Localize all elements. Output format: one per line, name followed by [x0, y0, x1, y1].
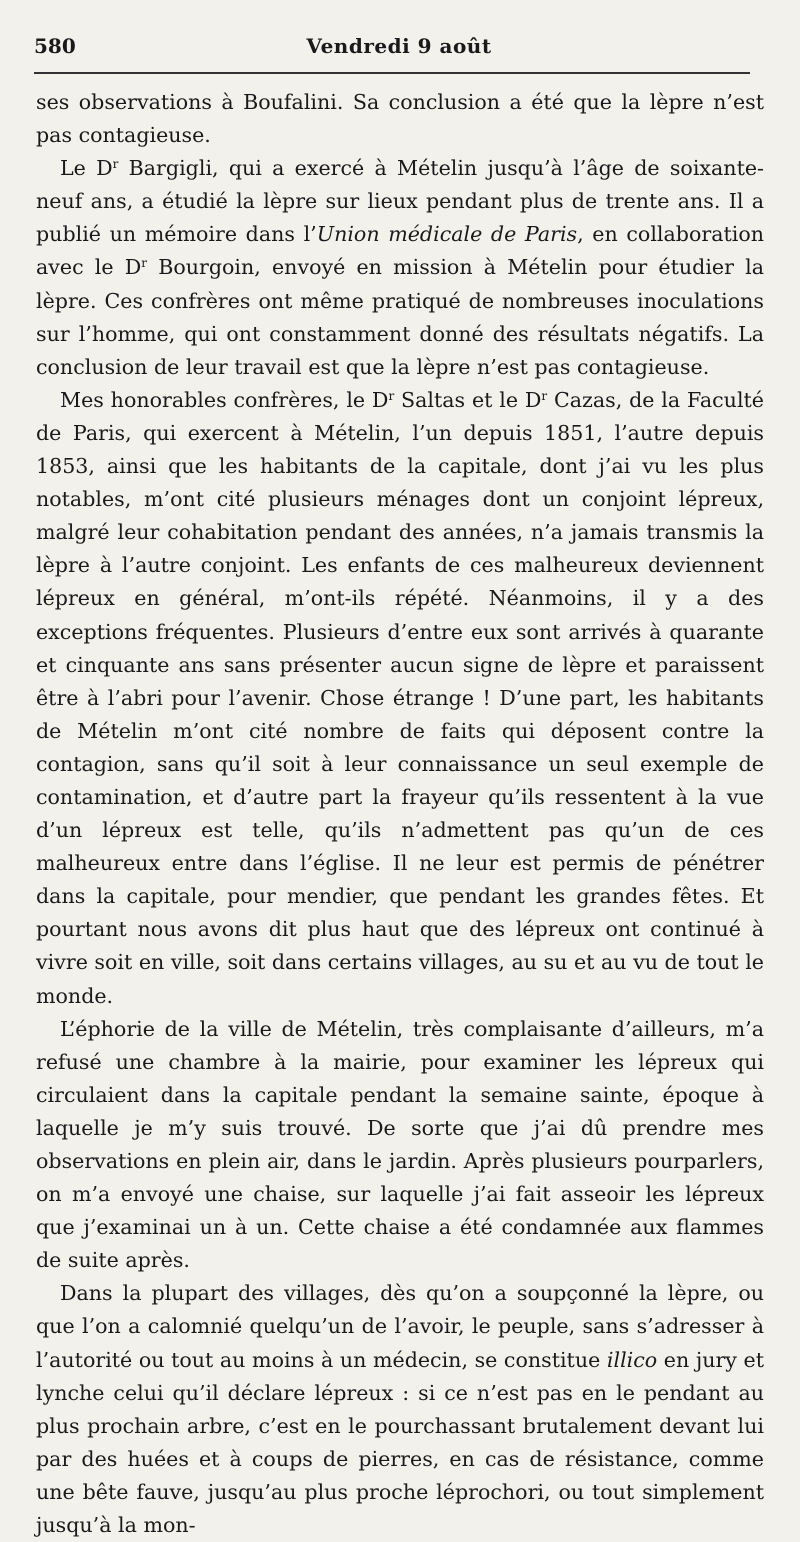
superscript: r [388, 388, 395, 403]
running-head: Vendredi 9 août [306, 34, 492, 58]
italic-text: illico [606, 1347, 658, 1372]
text-segment: , en collaboration avec le D [36, 222, 764, 280]
text-segment: en jury et lynche celui qu’il déclare lépreux : si ce n’est pas en le pendant au plus prochain arbre, c’est en le pourchassant brutalement devant lui par des huées et à coups de pierres, en cas de résistance, comme une bête fauve, jusqu’au plus proche léprochori, ou tout simplement jusqu’à la mon- [36, 1347, 764, 1538]
text-segment: Bargigli, qui a exercé à Mételin jusqu’à l’âge de soixante-neuf ans, a étudié la lèpre sur lieux pendant plus de trente ans. Il a publié un mémoire dans l’ [36, 156, 764, 247]
superscript: r [112, 157, 119, 172]
text-segment: Le D [60, 156, 113, 181]
text-segment: Mes honorables confrères, le D [60, 387, 389, 412]
header-rule [34, 72, 750, 74]
superscript: r [541, 388, 548, 403]
paragraph-p5 [36, 1277, 764, 1542]
page-header [34, 34, 764, 60]
paragraph-p2 [36, 152, 764, 384]
body-text [36, 86, 764, 1542]
paragraph-p1 [36, 86, 764, 152]
text-segment: Bourgoin, envoyé en mission à Mételin pour étudier la lèpre. Ces confrères ont même pratiqué de nombreuses inoculations sur l’homme, qui ont constamment donné des résultats négatifs. La conclusion de leur travail est que la lèpre n’est pas contagieuse. [36, 255, 764, 379]
superscript: r [141, 256, 148, 271]
text-segment: Cazas, de la Faculté de Paris, qui exercent à Mételin, l’un depuis 1851, l’autre depuis 1853, ainsi que les habitants de la capitale, dont j’ai vu les plus notables, m’ont cité plusieurs ménages dont un conjoint lépreux, malgré leur cohabitation pendant des années, n’a jamais transmis la lèpre à l’autre conjoint. Les enfants de ces malheureux deviennent lépreux en général, m’ont-ils répété. Néanmoins, il y a des exceptions fréquentes. Plusieurs d’entre eux sont arrivés à quarante et cinquante ans sans présenter aucun signe de lèpre et paraissent être à l’abri pour l’avenir. Chose étrange ! D’une part, les habitants de Mételin m’ont cité nombre de faits qui déposent contre la contagion, sans qu’il soit à leur connaissance un seul exemple de contamination, et d’autre part la frayeur qu’ils ressentent à la vue d’un lépreux est telle, qu’ils n’admettent pas qu’un de ces malheureux entre dans l’église. Il ne leur est permis de pénétrer dans la capitale, pour mendier, que pendant les grandes fêtes. Et pourtant nous avons dit plus haut que des lépreux ont continué à vivre soit en ville, soit dans certains villages, au su et au vu de tout le monde. [36, 387, 764, 1008]
text-segment: L’éphorie de la ville de Mételin, très complaisante d’ailleurs, m’a refusé une chambre à la mairie, pour examiner les lépreux qui circulaient dans la capitale pendant la semaine sainte, époque à laquelle je m’y suis trouvé. De sorte que j’ai dû prendre mes observations en plein air, dans le jardin. Après plusieurs pourparlers, on m’a envoyé une chaise, sur laquelle j’ai fait asseoir les lépreux que j’examinai un à un. Cette chaise a été condamnée aux flammes de suite après. [36, 1016, 764, 1273]
paragraph-p3 [36, 384, 764, 1013]
italic-text: Union médicale de Paris [316, 222, 578, 247]
text-segment: Dans la plupart des villages, dès qu’on a soupçonné la lèpre, ou que l’on a calomnié quelqu’un de l’avoir, le peuple, sans s’adresser à l’autorité ou tout au moins à un médecin, se constitue [36, 1281, 764, 1372]
text-segment: Saltas et le D [394, 387, 542, 412]
text-segment: ses observations à Boufalini. Sa conclusion a été que la lèpre n’est pas contagieuse. [36, 90, 764, 148]
page-number: 580 [34, 34, 76, 58]
paragraph-p4 [36, 1013, 764, 1278]
